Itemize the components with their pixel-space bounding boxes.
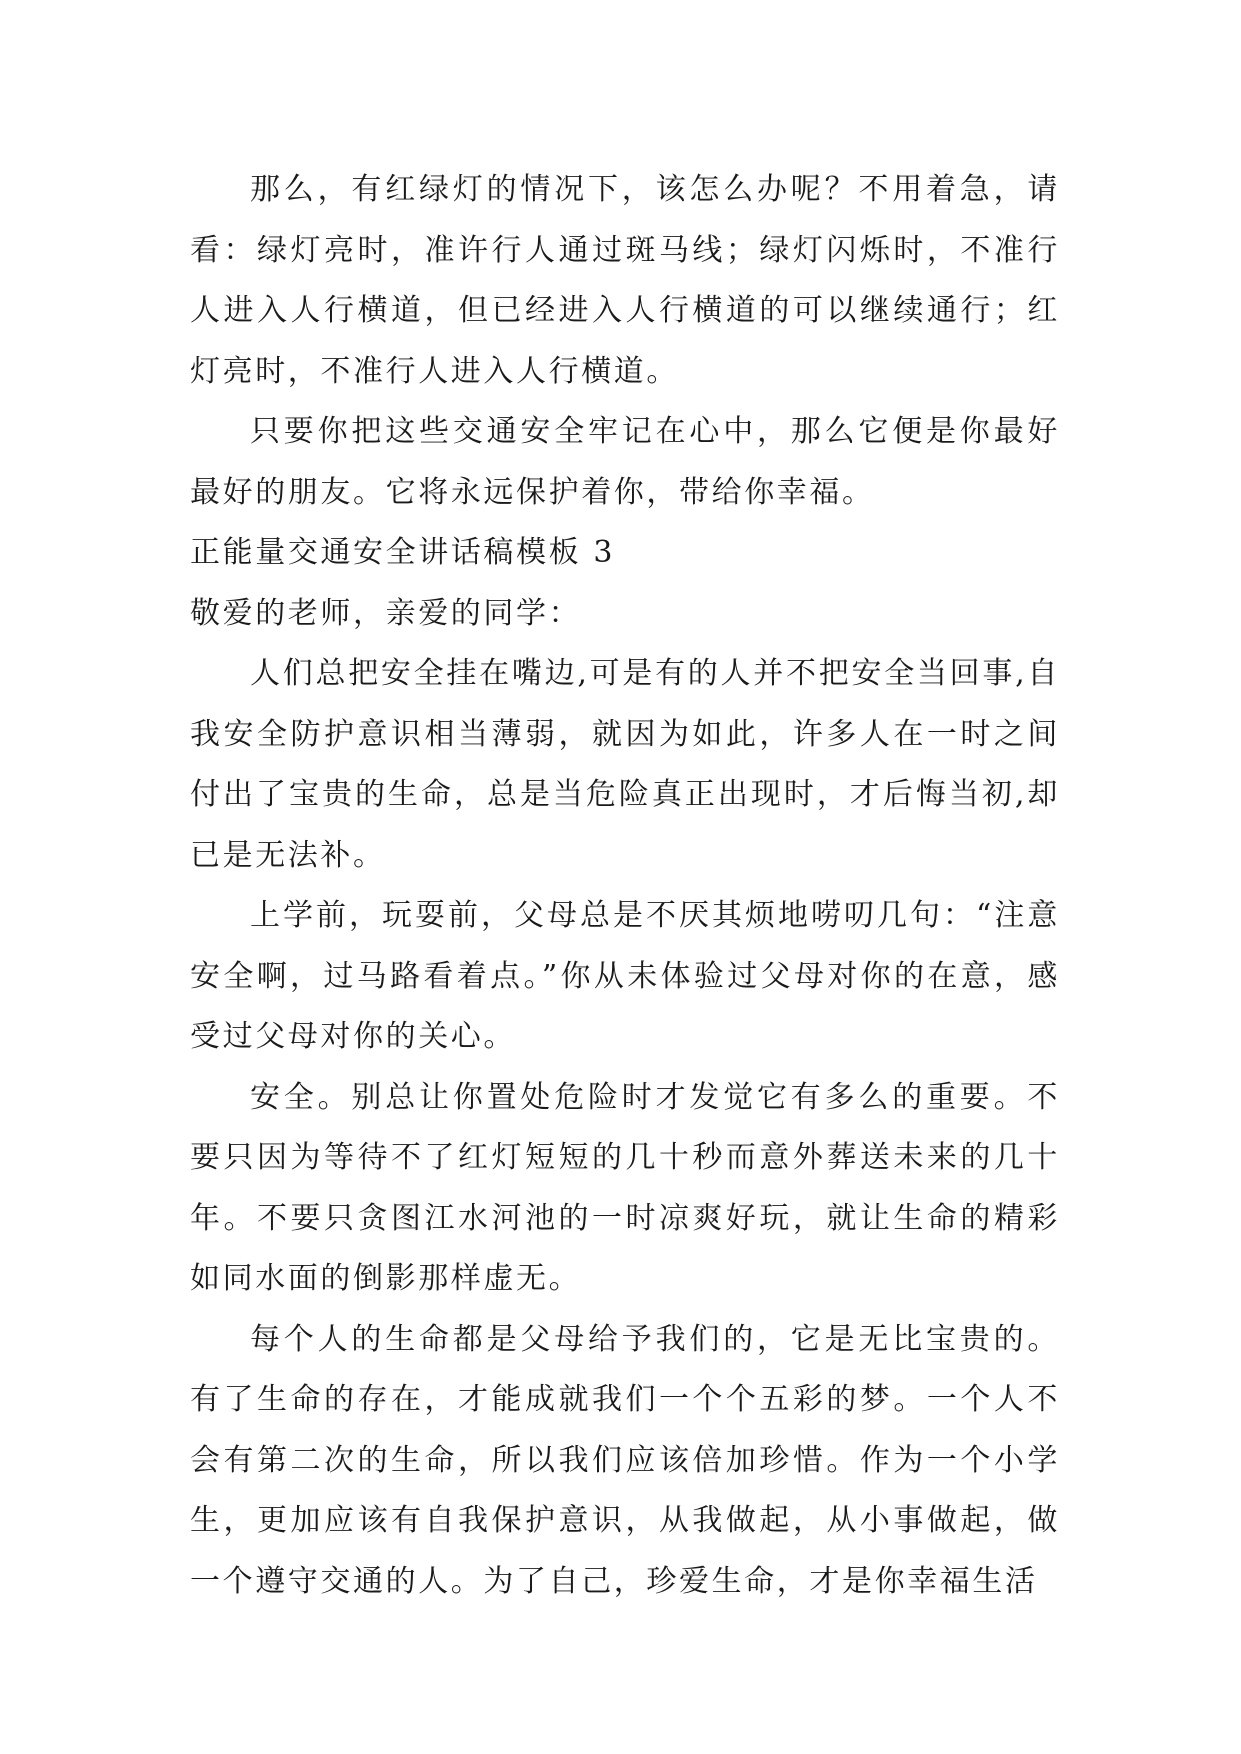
paragraph-parents-reminder: 上学前，玩耍前，父母总是不厌其烦地唠叨几句：“注意安全啊，过马路看着点。”你从未体验过父母对你的在意，感受过父母对你的关心。 (190, 898, 1060, 1054)
document-page (190, 160, 1060, 1612)
paragraph-cherish-life: 每个人的生命都是父母给予我们的，它是无比宝贵的。有了生命的存在，才能成就我们一个个五彩的梦。一个人不会有第二次的生命，所以我们应该倍加珍惜。作为一个小学生，更加应该有自我保护意识，从我做起，从小事做起，做一个遵守交通的人。为了自己，珍爱生命，才是你幸福生活 (190, 1321, 1060, 1599)
paragraph-safety-importance: 安全。别总让你置处危险时才发觉它有多么的重要。不要只因为等待不了红灯短短的几十秒而意外葬送未来的几十年。不要只贪图江水河池的一时凉爽好玩，就让生命的精彩如同水面的倒影那样虚无。 (190, 1079, 1060, 1296)
section-heading: 正能量交通安全讲话稿模板 3 (190, 535, 616, 570)
paragraph-remember-safety: 只要你把这些交通安全牢记在心中，那么它便是你最好最好的朋友。它将永远保护着你，带给你幸福。 (190, 414, 1060, 510)
salutation: 敬爱的老师，亲爱的同学： (190, 595, 582, 631)
paragraph-safety-neglected: 人们总把安全挂在嘴边,可是有的人并不把安全当回事,自我安全防护意识相当薄弱，就因为如此，许多人在一时之间付出了宝贵的生命，总是当危险真正出现时，才后悔当初,却已是无法补。 (190, 656, 1060, 873)
paragraph-traffic-lights: 那么，有红绿灯的情况下，该怎么办呢？不用着急，请看：绿灯亮时，准许行人通过斑马线；绿灯闪烁时，不准行人进入人行横道，但已经进入人行横道的可以继续通行；红灯亮时，不准行人进入人行横道。 (190, 172, 1060, 389)
